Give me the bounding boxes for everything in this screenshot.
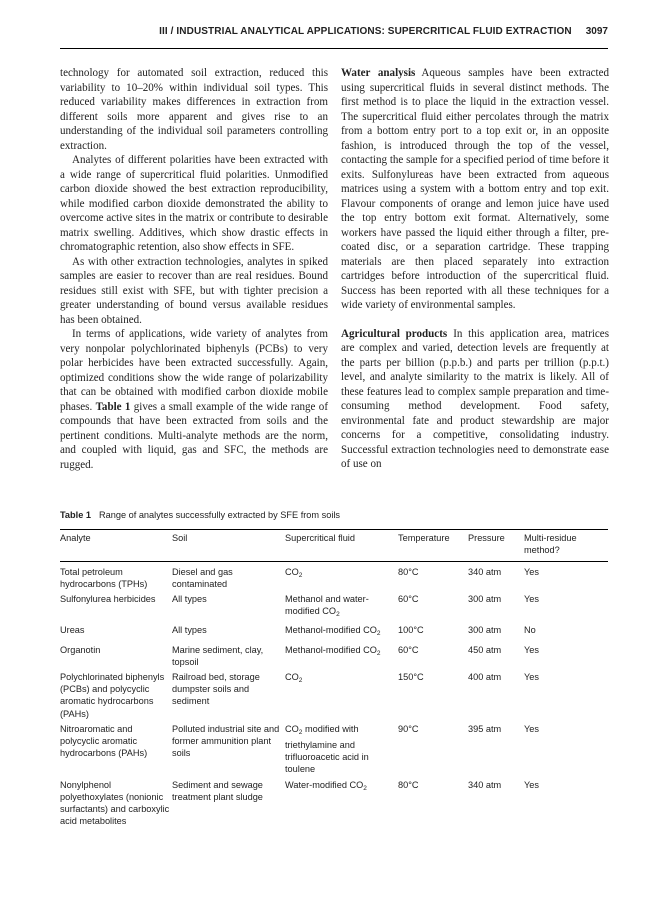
cell-fluid <box>285 624 398 643</box>
cell-fluid <box>285 593 398 624</box>
cell-multi-residue: No <box>524 625 536 636</box>
cell-fluid <box>285 723 398 779</box>
fluid-text: CO <box>285 672 299 683</box>
cell-multi-residue: Yes <box>524 723 539 734</box>
cell-analyte: Nonylphenol polyethoxylates (nonionic surfactants) and carboxylic acid metabolites <box>60 779 170 827</box>
fluid-subscript: 2 <box>363 784 367 792</box>
table-row <box>60 561 608 593</box>
cell-temperature: 80°C <box>398 566 419 577</box>
left-column <box>60 66 328 472</box>
table-row <box>60 723 608 779</box>
cell-analyte: Sulfonylurea herbicides <box>60 594 156 605</box>
agricultural-products-heading: Agricultural products <box>341 327 448 340</box>
running-header <box>60 26 608 49</box>
table-label: Table 1 <box>60 510 91 520</box>
cell-pressure: 450 atm <box>468 644 502 655</box>
right-column <box>341 66 609 472</box>
cell-soil: All types <box>172 594 207 605</box>
cell-analyte: Total petroleum hydrocarbons (TPHs) <box>60 566 148 589</box>
water-analysis-paragraph <box>341 66 609 313</box>
cell-pressure: 300 atm <box>468 594 502 605</box>
cell-fluid <box>285 779 398 831</box>
header-analyte: Analyte <box>60 530 172 561</box>
cell-pressure: 400 atm <box>468 672 502 683</box>
analyte-table <box>60 529 608 830</box>
fluid-subscript: 2 <box>376 649 381 657</box>
fluid-subscript: 2 <box>298 677 303 685</box>
cell-multi-residue: Yes <box>524 566 539 577</box>
cell-temperature: 60°C <box>398 644 419 655</box>
cell-fluid <box>285 671 398 723</box>
table-row <box>60 671 608 723</box>
fluid-text: Methanol-modified CO <box>285 644 377 655</box>
left-paragraph-3: As with other extraction technologies, analytes in spiked samples are easier to recover than are real residues. Bound residues still exist with SFE, but with tighter precision a greater understanding of bound versus available residues has been obtained. <box>60 255 328 326</box>
cell-soil: Railroad bed, storage dumpster soils and sediment <box>172 672 260 707</box>
cell-multi-residue: Yes <box>524 672 539 683</box>
fluid-subscript: 2 <box>298 571 303 579</box>
fluid-subscript: 2 <box>376 630 381 638</box>
cell-temperature: 60°C <box>398 594 419 605</box>
fluid-text: Methanol-modified CO <box>285 625 377 636</box>
agricultural-products-text: In this application area, matrices are complex and varied, detection levels are frequently at the parts per billion (p.p.b.) and parts per trillion (p.p.t.) level, and analyte similarity to the matrix is likely. All of these features lead to complex sample preparation and time-consuming method development. Food safety, environmental fate and product stewardship are major concerns for a competitive, consolidating industry. Successful extraction technologies need to demonstrate ease of use on <box>341 327 609 470</box>
table-row <box>60 624 608 643</box>
table-row <box>60 644 608 671</box>
fluid-subscript: 2 <box>298 728 303 736</box>
left-paragraph-4-text-b: gives a small example of the wide range of compounds that have been extracted from soils and the pertinent conditions. Multi-analyte methods are the norm, and coupled with liquid, gas and SFC, the methods are rugged. <box>60 400 329 471</box>
table-caption <box>60 509 608 521</box>
fluid-text-suffix: modified with triethylamine and trifluoroacetic acid in toulene <box>285 723 369 775</box>
fluid-text: Methanol and water-modified CO <box>285 594 369 617</box>
cell-analyte: Nitroaromatic and polycyclic aromatic hydrocarbons (PAHs) <box>60 723 148 759</box>
cell-temperature: 90°C <box>398 723 419 734</box>
cell-temperature: 80°C <box>398 779 419 790</box>
cell-multi-residue: Yes <box>524 779 539 790</box>
cell-pressure: 340 atm <box>468 566 502 577</box>
cell-analyte: Polychlorinated biphenyls (PCBs) and polycyclic aromatic hydrocarbons (PAHs) <box>60 672 165 719</box>
cell-soil: Polluted industrial site and former ammunition plant soils <box>172 723 280 759</box>
cell-fluid <box>285 644 398 671</box>
cell-soil: Diesel and gas contaminated <box>172 566 233 589</box>
fluid-text: CO <box>285 723 299 734</box>
header-supercritical-fluid: Supercritical fluid <box>285 530 398 561</box>
cell-multi-residue: Yes <box>524 644 539 655</box>
cell-pressure: 340 atm <box>468 779 502 790</box>
water-analysis-text: Aqueous samples have been extracted using supercritical fluids in several distinct methods. The first method is to place the liquid in the extraction vessel. The supercritical fluid either percolates through the matrix from a bottom entry port to a top exit or, in an opposite fashion, is introduced through the top of the vessel, contacting the sample for a specified period of time before it exits. Sulfonylureas have been extracted from aqueous matrices using a system with a bottom entry and top exit. Flavour components of orange and lemon juice have used the top entry bottom exit format. Alternatively, some workers have passed the liquid either through a filter, pre-coated disc, or a separation cartridge. These trapping materials are then placed separately into extraction cartridges before introduction of the supercritical fluid. Success has been reported with all these techniques for a wide variety of environmental samples. <box>341 67 610 311</box>
agricultural-products-paragraph <box>341 327 609 472</box>
left-paragraph-2: Analytes of different polarities have been extracted with a wide range of supercritical fluid polarities. Unmodified carbon dioxide showed the best extraction reproducibility, while modified carbon dioxide demonstrated the ability to overcome active sites in the matrix or contribute to desirable matrix swelling. Additives, which show drastic effects in chromatographic retention, also show effects in SFE. <box>60 154 328 253</box>
left-paragraph-1: technology for automated soil extraction, reduced this variability to 10–20% within individual soil types. This reduced variability makes differences in extraction from different soils more apparent and gives rise to an understanding of the individual soil parameters controlling extraction. <box>60 67 328 152</box>
cell-fluid <box>285 561 398 593</box>
header-pressure: Pressure <box>468 530 524 561</box>
fluid-text: Water-modified CO <box>285 779 364 790</box>
table-caption-text: Range of analytes successfully extracted by SFE from soils <box>98 510 341 520</box>
page-number: 3097 <box>585 26 608 37</box>
cell-temperature: 100°C <box>398 625 424 636</box>
running-title: III / INDUSTRIAL ANALYTICAL APPLICATIONS: SUPERCRITICAL FLUID EXTRACTION <box>159 26 572 37</box>
cell-analyte: Organotin <box>60 644 101 655</box>
cell-soil: Marine sediment, clay, topsoil <box>172 644 264 667</box>
cell-multi-residue: Yes <box>524 594 539 605</box>
table-1 <box>60 509 608 830</box>
cell-pressure: 300 atm <box>468 625 502 636</box>
cell-soil: All types <box>172 625 207 636</box>
fluid-text: CO <box>285 566 299 577</box>
cell-temperature: 150°C <box>398 672 424 683</box>
cell-soil: Sediment and sewage treatment plant sludge <box>172 779 263 802</box>
left-paragraph-4-text-a: In terms of applications, wide variety of analytes from very nonpolar polychlorinated biphenyls (PCBs) to very polar herbicides have been extracted successfully. Again, optimized conditions show the wide range of polarizability that can be obtained with modified carbon dioxide mobile phases. <box>60 328 328 413</box>
table-row <box>60 779 608 831</box>
table-row <box>60 593 608 624</box>
table-reference: Table 1 <box>95 400 131 413</box>
header-soil: Soil <box>172 530 285 561</box>
table-header-row <box>60 530 608 561</box>
fluid-subscript: 2 <box>336 611 340 619</box>
header-temperature: Temperature <box>398 530 468 561</box>
left-paragraph-4 <box>60 327 328 472</box>
cell-analyte: Ureas <box>60 625 85 636</box>
water-analysis-heading: Water analysis <box>341 67 416 79</box>
header-multi-residue: Multi-residue method? <box>524 530 608 561</box>
cell-pressure: 395 atm <box>468 723 502 734</box>
